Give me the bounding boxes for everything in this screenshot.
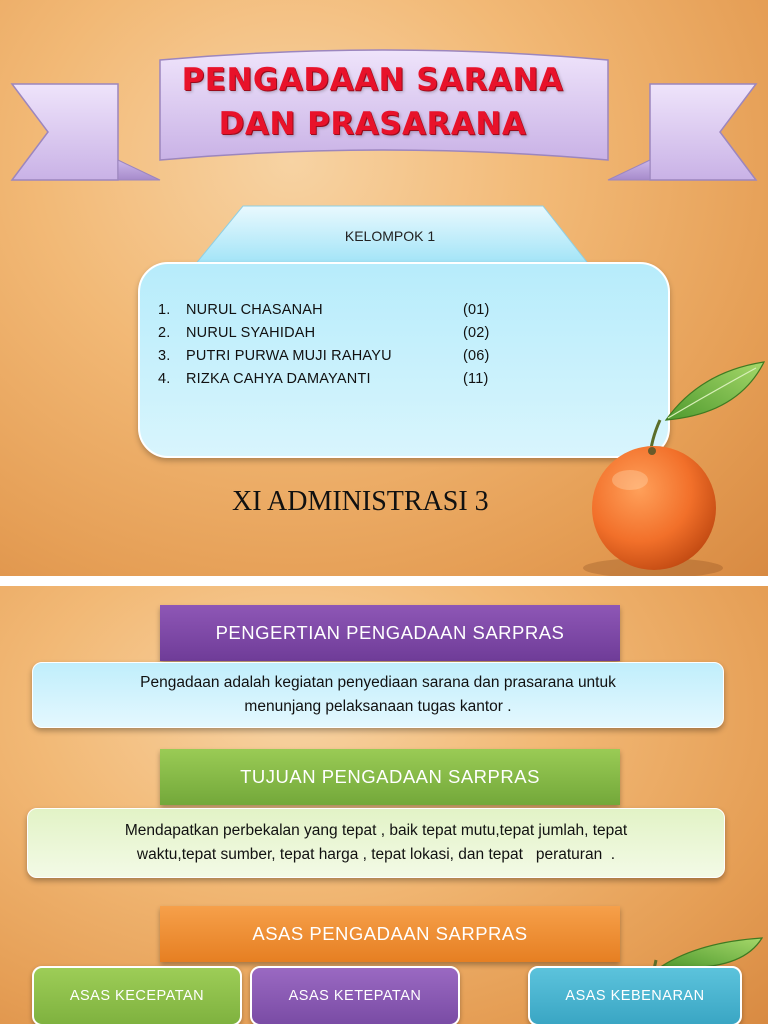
- tujuan-header: TUJUAN PENGADAAN SARPRAS: [160, 749, 620, 805]
- tujuan-text-line-1: Mendapatkan perbekalan yang tepat , baik tepat mutu,tepat jumlah, tepat: [124, 822, 628, 839]
- member-name: RIZKA CAHYA DAMAYANTI: [186, 371, 371, 387]
- member-number: 2.: [158, 325, 171, 341]
- tujuan-text-box: [27, 808, 725, 878]
- class-name: XI ADMINISTRASI 3: [232, 486, 489, 517]
- title-line-1: PENGADAAN SARANA: [181, 62, 564, 98]
- pengertian-header: PENGERTIAN PENGADAAN SARPRAS: [160, 605, 620, 661]
- member-number: 4.: [158, 371, 171, 387]
- member-code: (02): [463, 325, 490, 341]
- members-list-box: [138, 262, 670, 458]
- pengertian-text-box: [32, 662, 724, 728]
- member-code: (01): [463, 302, 490, 318]
- title-line-2: DAN PRASARANA: [218, 106, 527, 142]
- tujuan-text-line-2: waktu,tepat sumber, tepat harga , tepat lokasi, dan tepat peraturan .: [136, 846, 616, 863]
- asas-kebenaran-box: ASAS KEBENARAN: [528, 966, 742, 1024]
- asas-ketepatan-box: ASAS KETEPATAN: [250, 966, 460, 1024]
- group-label: KELOMPOK 1: [344, 228, 436, 244]
- member-code: (11): [463, 371, 489, 387]
- member-name: NURUL CHASANAH: [186, 302, 323, 318]
- member-code: (06): [463, 348, 490, 364]
- pengertian-text-line-1: Pengadaan adalah kegiatan penyediaan sarana dan prasarana untuk: [140, 674, 616, 691]
- asas-kecepatan-box: ASAS KECEPATAN: [32, 966, 242, 1024]
- pengertian-text-line-2: menunjang pelaksanaan tugas kantor .: [244, 698, 512, 715]
- member-number: 1.: [158, 302, 171, 318]
- asas-header: ASAS PENGADAAN SARPRAS: [160, 906, 620, 962]
- slide-separator: [0, 576, 768, 586]
- member-number: 3.: [158, 348, 171, 364]
- member-name: PUTRI PURWA MUJI RAHAYU: [186, 348, 392, 364]
- member-name: NURUL SYAHIDAH: [186, 325, 316, 341]
